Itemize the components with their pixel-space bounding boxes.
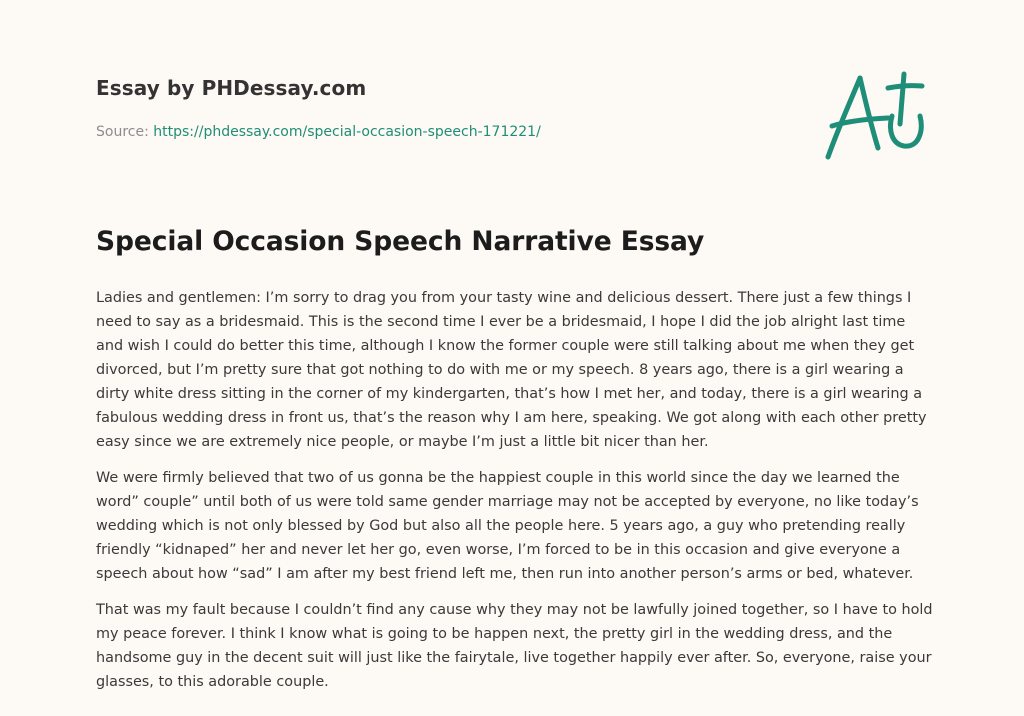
essay-paragraph: We were firmly believed that two of us gonna be the happiest couple in this world since the day we learned the word” couple” until both of us were told same gender marriage may not be accepted by everyone, no like today’s wedding which is not only blessed by God but also all the people here. 5 years ago, a guy who pretending really friendly “kidnaped” her and never let her go, even worse, I’m forced to be in this occasion and give everyone a speech about how “sad” I am after my best friend left me, then run into another person’s arms or bed, whatever.: [96, 470, 919, 582]
source-link[interactable]: https://phdessay.com/special-occasion-speech-171221/: [153, 124, 541, 140]
essay-paragraph: Ladies and gentlemen: I’m sorry to drag you from your tasty wine and delicious dessert. There just a few things I need to say as a bridesmaid. This is the second time I ever be a bridesmaid, I hope I did the job alright last time and wish I could do better this time, although I know the former couple were still talking about me when they get divorced, but I’m pretty sure that got nothing to do with me or my speech. 8 years ago, there is a girl wearing a dirty white dress sitting in the corner of my kindergarten, that’s how I met her, and today, there is a girl wearing a fabulous wedding dress in front us, that’s the reason why I am here, speaking. We got along with each other pretty easy since we are extremely nice people, or maybe I’m just a little bit nicer than her.: [96, 290, 927, 450]
essay-body: [96, 286, 936, 706]
essay-paragraph: That was my fault because I couldn’t find any cause why they may not be lawfully joined together, so I have to hold my peace forever. I think I know what is going to be happen next, the pretty girl in the wedding dress, and the handsome guy in the decent suit will just like the fairytale, live together happily ever after. So, everyone, raise your glasses, to this adorable couple.: [96, 602, 933, 690]
a-plus-grade-icon: [818, 64, 930, 168]
site-brand: Essay by PHDessay.com: [96, 76, 367, 100]
essay-title: Special Occasion Speech Narrative Essay: [96, 226, 705, 257]
source-label: Source:: [96, 124, 154, 140]
source-line: [96, 124, 541, 140]
